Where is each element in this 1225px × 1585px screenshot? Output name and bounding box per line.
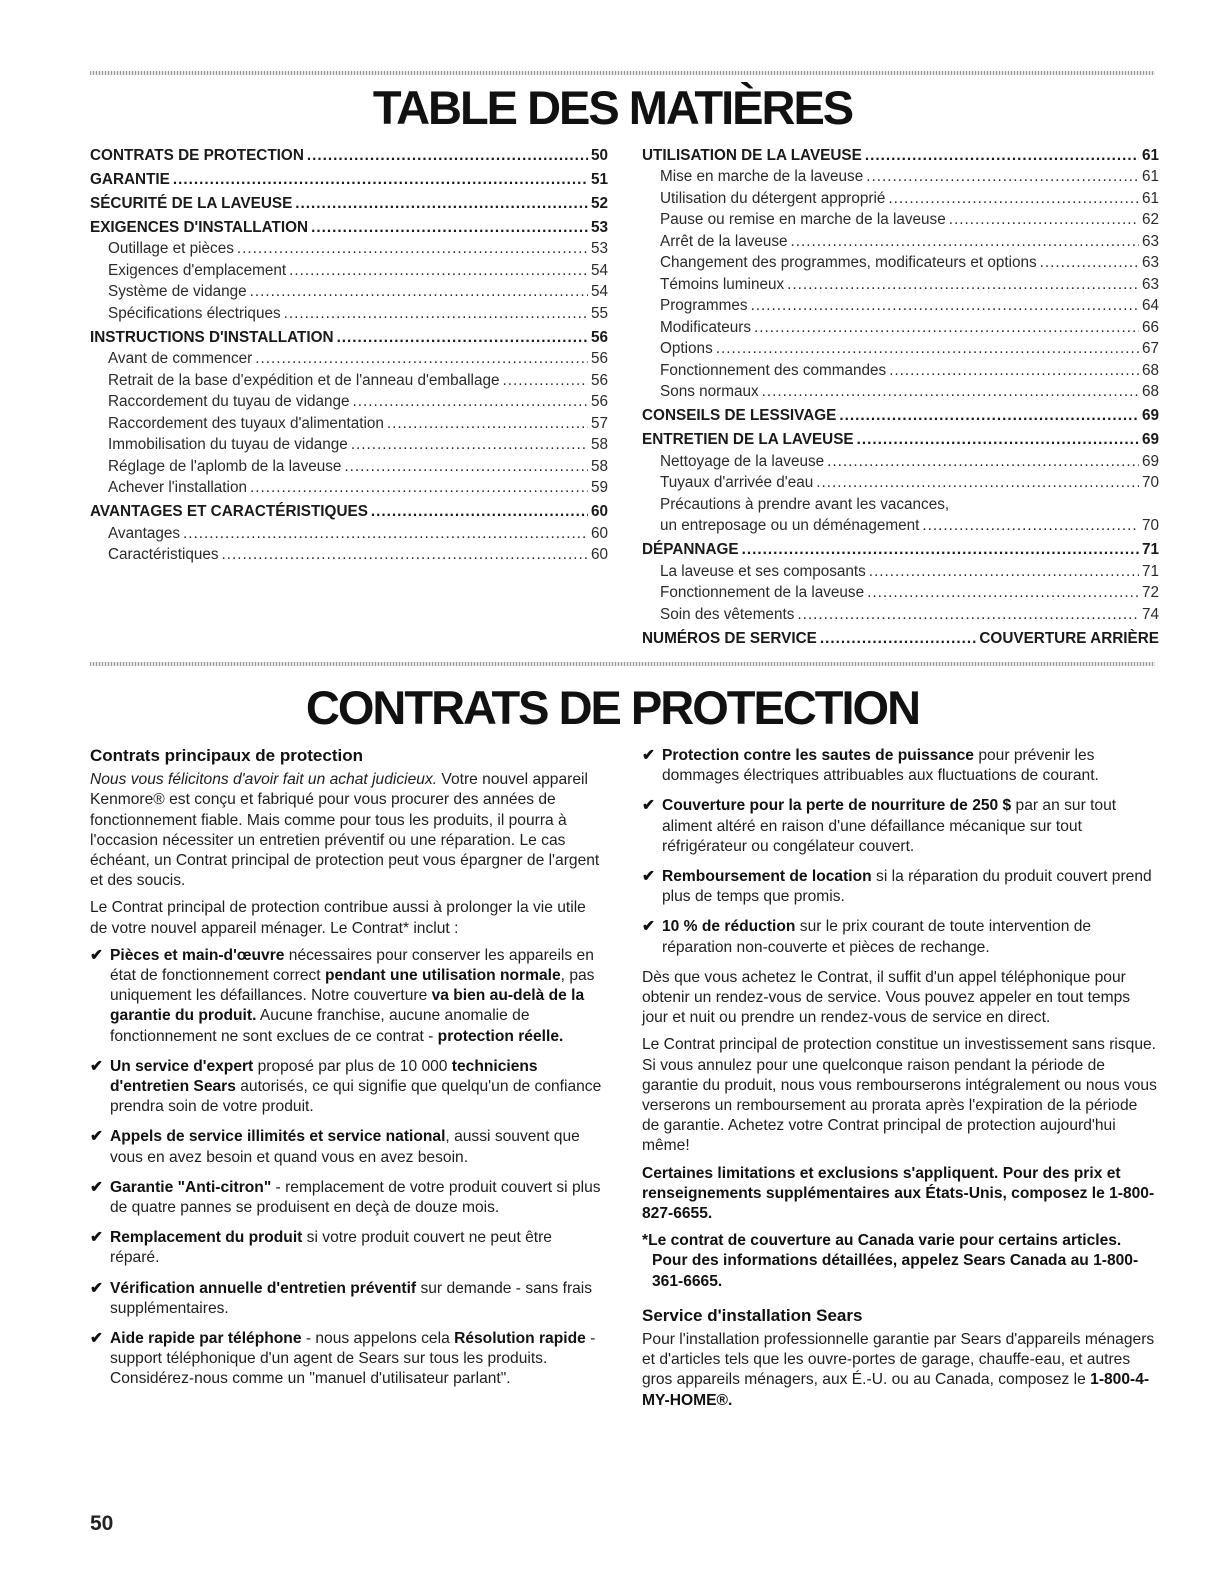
service-call-paragraph: Dès que vous achetez le Contrat, il suffit d'un appel téléphonique pour obtenir un rendez-vous de service. Vous pouvez appeler en tout temps jour et nuit ou prendre un rendez-vous de service en direct. — [642, 968, 1131, 1027]
toc-entry — [642, 274, 1159, 296]
toc-entry — [90, 413, 608, 435]
toc-leader-dots — [237, 238, 588, 260]
benefit-text: , pas uniquement les défaillances. Notre couverture — [110, 967, 595, 1005]
toc-entry-label: un entreposage ou un déménagement — [660, 517, 920, 534]
intro-paragraph — [90, 770, 605, 891]
toc-entry — [90, 348, 608, 370]
benefit-text: autorisés, ce qui signifie que quelqu'un de confiance prendra soin de votre produit. — [110, 1078, 602, 1116]
toc-leader-dots — [949, 209, 1139, 231]
toc-entry — [90, 456, 608, 478]
toc-entry-label: Tuyaux d'arrivée d'eau — [660, 474, 814, 491]
toc-entry — [90, 281, 608, 303]
toc-entry-page: 70 — [1141, 474, 1159, 491]
toc-entry-label: Avantages — [108, 524, 181, 542]
benefit-item — [90, 946, 605, 1047]
toc-entry-label: Pause ou remise en marche de la laveuse — [660, 211, 946, 228]
toc-entry — [642, 451, 1159, 473]
contracts-title: CONTRATS DE PROTECTION — [305, 681, 920, 734]
toc-entry-label: AVANTAGES ET CARACTÉRISTIQUES — [90, 503, 368, 520]
toc-leader-dots — [866, 166, 1139, 188]
toc-entry-label: Changement des programmes, modificateurs et options — [660, 254, 1037, 271]
toc-entry-page: 50 — [590, 146, 608, 164]
toc-leader-dots — [250, 281, 588, 303]
benefit-text: Un service d'expert — [110, 1057, 254, 1075]
toc-leader-dots — [751, 295, 1139, 317]
toc-entry-page: 69 — [1141, 431, 1159, 448]
toc-entry — [642, 604, 1159, 626]
toc-entry-label: Achever l'installation — [108, 479, 247, 496]
toc-entry-label: GARANTIE — [90, 170, 170, 188]
toc-entry-page: 62 — [1141, 211, 1159, 228]
toc-entry — [642, 381, 1159, 403]
toc-entry-page: 56 — [590, 371, 608, 389]
canada-notice: *Le contrat de couverture au Canada varie pour certains articles. Pour des informations détaillées, appelez Sears Canada au 1-800-361-6665. — [642, 1232, 1139, 1290]
benefit-item — [642, 796, 1157, 857]
benefit-text: Aide rapide par téléphone — [110, 1330, 302, 1348]
checkmark-icon: ✔ — [642, 868, 656, 886]
toc-entry-label: Mise en marche de la laveuse — [660, 168, 864, 185]
benefit-text: Aucune franchise, aucune anomalie de fonctionnement ne sont exclues de ce contrat - — [110, 1007, 530, 1045]
intro-rest: Votre nouvel appareil Kenmore® est conçu et fabriqué pour vous procurer des années de fonctionnement fiable. Mais comme pour tous les produits, il pourra à l'occasion nécessiter un entretien préventif ou une réparation. Le cas échéant, un Contrat principal de protection peut vous épargner de l'argent et des soucis. — [90, 771, 600, 890]
benefit-text: pour prévenir les dommages électriques attribuables aux fluctuations de courant. — [662, 747, 1099, 785]
toc-leader-dots — [255, 348, 588, 370]
left-benefit-list — [90, 946, 605, 1390]
toc-leader-dots — [716, 338, 1139, 360]
toc-entry-page: 68 — [1141, 361, 1159, 379]
toc-entry-page: 59 — [590, 479, 608, 496]
toc-entry-page: 57 — [590, 414, 608, 432]
toc-entry — [642, 472, 1159, 494]
toc-leader-dots — [867, 582, 1139, 604]
limitations-notice: Certaines limitations et exclusions s'appliquent. Pour des prix et renseignements supplémentaires aux États-Unis, composez le 1-800-827-6655. — [642, 1164, 1155, 1223]
toc-entry — [642, 561, 1159, 583]
benefit-item — [642, 746, 1157, 786]
toc-leader-dots — [816, 472, 1139, 494]
toc-entry-label: SÉCURITÉ DE LA LAVEUSE — [90, 194, 293, 212]
toc-leader-dots — [791, 231, 1139, 253]
install-service-paragraph — [642, 1330, 1157, 1411]
toc-entry-page: 74 — [1141, 605, 1159, 623]
toc-leader-dots — [337, 327, 588, 349]
toc-entry-page: 56 — [590, 328, 608, 346]
benefit-text: techniciens d'entretien Sears — [110, 1057, 538, 1096]
install-service-text: Pour l'installation professionnelle garantie par Sears d'appareils ménagers et d'articles tels que les ouvre-portes de garage, chauffe-eau, et autres gros appareils ménagers, aux É.-U. ou au Canada, composez le — [642, 1331, 1155, 1389]
toc-entry — [90, 391, 608, 413]
toc-leader-dots — [754, 317, 1139, 339]
toc-entry-label: Utilisation du détergent approprié — [660, 189, 886, 207]
toc-entry — [642, 231, 1159, 253]
toc-entry-label: EXIGENCES D'INSTALLATION — [90, 218, 309, 236]
toc-entry-label: CONTRATS DE PROTECTION — [90, 146, 304, 164]
intro-italic: Nous vous félicitons d'avoir fait un achat judicieux. — [90, 771, 438, 789]
toc-entry-page: 58 — [590, 457, 608, 475]
benefit-item — [90, 1228, 605, 1268]
toc-entry-page: 68 — [1141, 383, 1159, 400]
benefit-text: va bien au-delà de la garantie du produit. — [110, 987, 585, 1025]
benefit-text: sur demande - sans frais supplémentaires. — [110, 1279, 593, 1317]
toc-entry-page: 70 — [1141, 517, 1159, 534]
checkmark-icon: ✔ — [642, 918, 656, 936]
toc-entry-page: 63 — [1141, 275, 1159, 293]
toc-leader-dots — [353, 391, 588, 413]
toc-entry-page: 63 — [1141, 254, 1159, 271]
toc-entry-label: CONSEILS DE LESSIVAGE — [642, 407, 837, 424]
toc-entry-label: Immobilisation du tuyau de vidange — [108, 436, 348, 453]
toc-entry-label: Sons normaux — [660, 383, 759, 400]
toc-entry — [90, 169, 608, 191]
toc-entry-page: 55 — [590, 304, 608, 322]
toc-entry-label: DÉPANNAGE — [642, 541, 739, 558]
toc-entry-page: 56 — [590, 393, 608, 410]
toc-leader-dots — [742, 539, 1139, 561]
toc-entry-label: Nettoyage de la laveuse — [660, 452, 825, 470]
toc-entry — [642, 317, 1159, 339]
toc-entry-label: Options — [660, 340, 713, 357]
toc-entry-label: Système de vidange — [108, 283, 247, 300]
toc-entry-label: ENTRETIEN DE LA LAVEUSE — [642, 431, 854, 448]
checkmark-icon: ✔ — [642, 797, 656, 815]
contracts-right-column — [642, 746, 1157, 1418]
contracts-left-column — [90, 746, 605, 1400]
checkmark-icon: ✔ — [90, 946, 104, 964]
toc-entry-page: 58 — [590, 436, 608, 453]
toc-leader-dots — [869, 561, 1139, 583]
toc-entry-label: Réglage de l'aplomb de la laveuse — [108, 457, 342, 475]
toc-leader-dots — [797, 604, 1139, 626]
includes-paragraph: Le Contrat principal de protection contribue aussi à prolonger la vie utile de votre nouvel appareil ménager. Le Contrat* inclut : — [90, 899, 586, 937]
toc-entry — [642, 252, 1159, 274]
toc-entry-label: Raccordement des tuyaux d'alimentation — [108, 414, 384, 432]
benefit-item — [642, 917, 1157, 957]
benefit-text: nécessaires pour conserver les appareils en état de fonctionnement correct — [110, 946, 594, 985]
toc-leader-dots — [857, 429, 1139, 451]
benefit-text: Couverture pour la perte de nourriture de 250 $ — [662, 797, 1012, 815]
toc-entry-label: Témoins lumineux — [660, 275, 785, 293]
toc-leader-dots — [1040, 252, 1139, 274]
checkmark-icon: ✔ — [642, 747, 656, 764]
toc-entry — [90, 523, 608, 545]
toc-leader-dots — [787, 274, 1139, 296]
toc-entry — [642, 295, 1159, 317]
toc-entry — [642, 188, 1159, 210]
toc-entry-page: 63 — [1141, 232, 1159, 250]
toc-entry — [90, 303, 608, 325]
benefit-text: Remboursement de location — [662, 868, 872, 886]
benefit-text: si la réparation du produit couvert prend plus de temps que promis. — [662, 868, 1152, 906]
toc-leader-dots — [839, 405, 1139, 427]
toc-entry — [90, 260, 608, 282]
checkmark-icon: ✔ — [90, 1229, 104, 1247]
toc-leader-dots — [295, 193, 588, 215]
toc-entry-label: Caractéristiques — [108, 546, 219, 563]
benefit-item — [90, 1329, 605, 1390]
checkmark-icon: ✔ — [90, 1330, 104, 1348]
toc-leader-dots — [250, 477, 588, 499]
benefit-text: Pièces et main-d'œuvre — [110, 946, 285, 964]
toc-right-column — [642, 142, 1159, 649]
toc-entry-label: UTILISATION DE LA LAVEUSE — [642, 146, 862, 164]
toc-entry-page: 71 — [1141, 541, 1159, 558]
toc-entry-label: Outillage et pièces — [108, 240, 234, 257]
toc-leader-dots — [922, 515, 1139, 537]
benefit-item — [90, 1127, 605, 1167]
toc-entry — [90, 501, 608, 523]
benefit-text: Garantie "Anti-citron" — [110, 1178, 272, 1196]
toc-entry — [642, 360, 1159, 382]
toc-entry-page: 56 — [590, 350, 608, 367]
benefit-text: proposé par plus de 10 000 — [253, 1057, 452, 1075]
toc-entry-page: 66 — [1141, 318, 1159, 336]
toc-entry — [642, 145, 1159, 167]
toc-entry — [642, 539, 1159, 561]
toc-entry-label: Exigences d'emplacement — [108, 261, 287, 279]
toc-entry-label: Précautions à prendre avant les vacances, — [660, 495, 950, 513]
benefit-item — [90, 1057, 605, 1118]
toc-entry-page: 64 — [1141, 297, 1159, 314]
toc-entry — [90, 327, 608, 349]
benefit-item — [90, 1279, 605, 1319]
toc-entry-page: 67 — [1141, 340, 1159, 357]
toc-leader-dots — [222, 544, 588, 566]
toc-entry-page: 60 — [590, 524, 608, 542]
toc-leader-dots — [502, 370, 588, 392]
toc-entry — [90, 145, 608, 167]
toc-leader-dots — [820, 628, 977, 650]
toc-entry — [90, 434, 608, 456]
benefit-text: Vérification annuelle d'entretien préventif — [110, 1279, 417, 1297]
toc-entry — [642, 338, 1159, 360]
toc-entry — [90, 477, 608, 499]
toc-entry-label: Programmes — [660, 297, 748, 314]
toc-entry-label: Soin des vêtements — [660, 605, 795, 623]
benefit-text: par an sur tout aliment altéré en raison d'une défaillance mécanique sur tout réfrigérateur ou congélateur couvert. — [662, 797, 1117, 855]
toc-leader-dots — [173, 169, 588, 191]
toc-entry-label: Raccordement du tuyau de vidange — [108, 393, 350, 410]
toc-leader-dots — [289, 260, 588, 282]
main-contracts-heading: Contrats principaux de protection — [90, 746, 363, 765]
toc-leader-dots — [888, 188, 1139, 210]
toc-entry — [642, 429, 1159, 451]
checkmark-icon: ✔ — [90, 1178, 104, 1196]
toc-entry-page: 61 — [1141, 189, 1159, 207]
checkmark-icon: ✔ — [90, 1279, 104, 1297]
benefit-text: pendant une utilisation normale — [324, 967, 561, 985]
top-divider — [90, 71, 1155, 75]
toc-leader-dots — [387, 413, 588, 435]
benefit-text: - nous appelons cela — [301, 1330, 455, 1348]
toc-entry-label: Spécifications électriques — [108, 304, 281, 322]
toc-entry-label: Fonctionnement des commandes — [660, 361, 887, 379]
benefit-text: protection réelle. — [437, 1027, 564, 1045]
toc-entry — [642, 582, 1159, 604]
toc-leader-dots — [344, 456, 588, 478]
benefit-text: sur le prix courant de toute intervention de réparation non-couverte et pièces de rechange. — [662, 918, 1092, 956]
toc-entry — [642, 515, 1159, 537]
benefit-text: Appels de service illimités et service national — [110, 1128, 446, 1146]
page-number: 50 — [90, 1512, 114, 1535]
toc-entry — [642, 209, 1159, 231]
benefit-text: Résolution rapide — [454, 1330, 586, 1348]
toc-leader-dots — [865, 145, 1139, 167]
benefit-text: - support téléphonique d'un agent de Sears sur tous les produits. Considérez-nous comme un "manuel d'utilisateur parlant". — [110, 1330, 596, 1388]
toc-leader-dots — [284, 303, 588, 325]
toc-entry-page: 54 — [590, 283, 608, 300]
toc-entry-page: 60 — [590, 546, 608, 563]
toc-entry-label: NUMÉROS DE SERVICE — [642, 629, 817, 647]
toc-entry-label: Modificateurs — [660, 318, 751, 336]
benefit-text: si votre produit couvert ne peut être réparé. — [110, 1229, 552, 1267]
risk-free-paragraph: Le Contrat principal de protection constitue un investissement sans risque. Si vous annulez pour une quelconque raison pendant la période de garantie du produit, nous vous rembourserons intégralement ou nous vous verserons un remboursement au prorata après l'expiration de la période de garantie. Achetez votre Contrat principal de protection aujourd'hui même! — [642, 1036, 1157, 1155]
toc-entry — [90, 544, 608, 566]
toc-entry-page: 52 — [590, 194, 608, 212]
toc-entry-label: Fonctionnement de la laveuse — [660, 584, 865, 601]
toc-entry-page: COUVERTURE ARRIÈRE — [979, 629, 1159, 647]
toc-entry — [90, 370, 608, 392]
benefit-text: Remplacement du produit — [110, 1229, 303, 1247]
middle-divider — [90, 662, 1155, 666]
toc-left-column — [90, 142, 608, 566]
benefit-text: - remplacement de votre produit couvert si plus de quatre pannes se produisent en deçà de douze mois. — [110, 1178, 601, 1217]
toc-entry — [90, 217, 608, 239]
toc-entry-label: INSTRUCTIONS D'INSTALLATION — [90, 328, 334, 346]
toc-leader-dots — [371, 501, 588, 523]
toc-entry-label: La laveuse et ses composants — [660, 562, 866, 580]
toc-entry — [90, 193, 608, 215]
install-phone: 1-800-4-MY-HOME®. — [642, 1371, 1150, 1409]
toc-leader-dots — [762, 381, 1139, 403]
toc-leader-dots — [889, 360, 1139, 382]
toc-entry-page: 53 — [590, 218, 608, 236]
toc-entry — [642, 405, 1159, 427]
toc-title: TABLE DES MATIÈRES — [372, 81, 853, 134]
toc-entry — [642, 494, 1159, 516]
toc-leader-dots — [311, 217, 588, 239]
toc-entry-label: Avant de commencer — [108, 350, 253, 367]
toc-entry-label: Arrêt de la laveuse — [660, 232, 788, 250]
toc-entry-page: 69 — [1141, 407, 1159, 424]
toc-entry-label: Retrait de la base d'expédition et de l'anneau d'emballage — [108, 371, 500, 389]
benefit-item — [642, 867, 1157, 907]
right-benefit-list — [642, 746, 1157, 958]
toc-entry-page: 61 — [1141, 146, 1159, 164]
toc-leader-dots — [351, 434, 588, 456]
benefit-text: Protection contre les sautes de puissance — [662, 747, 974, 764]
benefit-text: , aussi souvent que vous en avez besoin et quand vous en avez besoin. — [110, 1128, 580, 1166]
toc-leader-dots — [183, 523, 588, 545]
toc-entry-page: 60 — [590, 503, 608, 520]
toc-entry — [90, 238, 608, 260]
toc-entry — [642, 628, 1159, 650]
toc-entry-page: 61 — [1141, 168, 1159, 185]
toc-leader-dots — [307, 145, 588, 167]
toc-entry-page: 51 — [590, 170, 608, 188]
checkmark-icon: ✔ — [90, 1128, 104, 1146]
benefit-item — [90, 1178, 605, 1218]
toc-entry-page: 69 — [1141, 452, 1159, 470]
checkmark-icon: ✔ — [90, 1057, 104, 1075]
toc-entry-page: 53 — [590, 240, 608, 257]
toc-leader-dots — [827, 451, 1139, 473]
toc-entry — [642, 166, 1159, 188]
benefit-text: 10 % de réduction — [662, 918, 796, 936]
toc-entry-page: 54 — [590, 261, 608, 279]
toc-entry-page: 72 — [1141, 584, 1159, 601]
toc-entry-page: 71 — [1141, 562, 1159, 580]
install-service-heading: Service d'installation Sears — [642, 1305, 863, 1325]
